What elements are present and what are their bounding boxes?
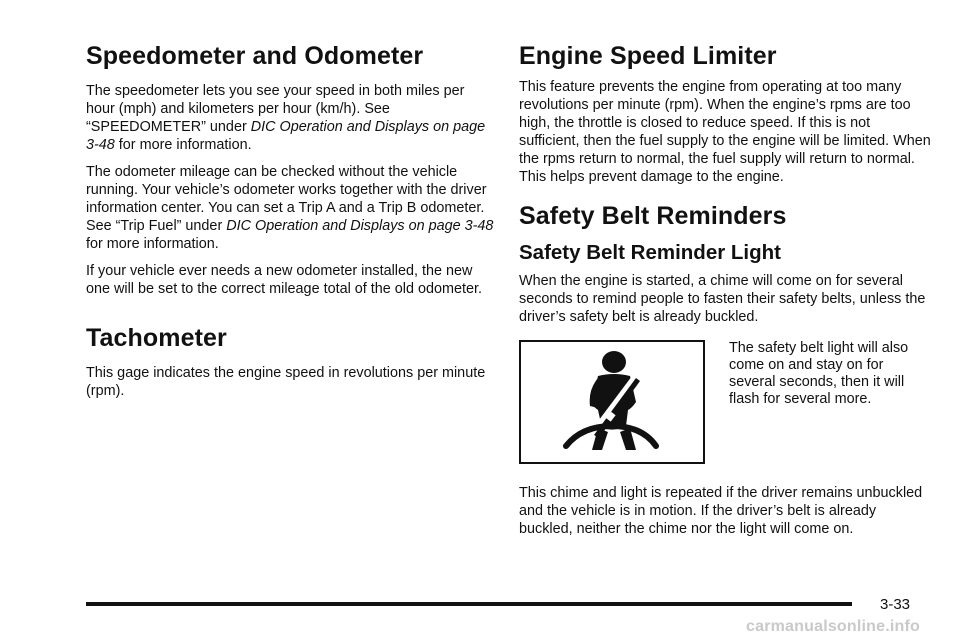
- reminder-light-side-text: The safety belt light will also come on and stay on for several seconds, then it will flash for several more.: [729, 340, 909, 407]
- odometer-p-text-end: for more information.: [86, 236, 219, 252]
- limiter-paragraph: This feature prevents the engine from operating at too many revolutions per minute (rpm). When the engine’s rpms are too high, the throttle is closed to reduce speed. If this is not sufficient, then the fuel supply to the engine will be limited. When the rpms return to normal, the fuel supply will return to normal. This helps prevent damage to the engine.: [519, 79, 931, 185]
- seatbelt-icon-graphic: [552, 346, 672, 458]
- left-column: [86, 40, 496, 400]
- reminder-light-paragraph: When the engine is started, a chime will come on for several seconds to remind people to fasten their safety belts, unless the driver’s safety belt is already buckled.: [519, 273, 926, 325]
- footer-rule: [86, 602, 852, 606]
- section-title-engine-speed-limiter: Engine Speed Limiter: [519, 42, 777, 70]
- right-column: [519, 40, 931, 538]
- section-title-speedometer: Speedometer and Odometer: [86, 42, 424, 70]
- speedometer-p1-text: The speedometer lets you see your speed in both miles per hour (mph) and kilometers per hour (km/h). See “SPEEDOMETER” under: [86, 83, 465, 135]
- chime-repeat-paragraph: This chime and light is repeated if the driver remains unbuckled and the vehicle is in motion. If the driver’s belt is already buckled, neither the chime nor the light will come on.: [519, 485, 923, 537]
- speedometer-p1-text-end: for more information.: [114, 137, 252, 153]
- section-title-safety-belt-reminders: Safety Belt Reminders: [519, 202, 787, 230]
- subsection-title-reminder-light: Safety Belt Reminder Light: [519, 241, 781, 264]
- reminder-light-figure-row: [519, 340, 931, 464]
- tachometer-paragraph: This gage indicates the engine speed in revolutions per minute (rpm).: [86, 365, 486, 399]
- odometer-p-text: The odometer mileage can be checked without the vehicle running. Your vehicle’s odometer works together with the driver information center. You can set a Trip A and a Trip B odometer. See “Trip Fuel” under: [86, 164, 487, 234]
- odometer-paragraph: [86, 163, 496, 253]
- section-title-tachometer: Tachometer: [86, 324, 227, 352]
- page-number: 3-33: [880, 596, 911, 613]
- watermark: carmanualsonline.info: [746, 618, 921, 635]
- odometer-replacement-paragraph: If your vehicle ever needs a new odometer installed, the new one will be set to the correct mileage total of the old odometer.: [86, 263, 482, 297]
- reminder-light-side-text-block: [729, 340, 919, 464]
- speedometer-paragraph-1: [86, 82, 496, 154]
- cross-reference-link[interactable]: DIC Operation and Displays on page 3-48: [86, 119, 486, 153]
- seatbelt-icon: [519, 340, 705, 464]
- cross-reference-link[interactable]: DIC Operation and Displays on page 3-48: [226, 218, 494, 234]
